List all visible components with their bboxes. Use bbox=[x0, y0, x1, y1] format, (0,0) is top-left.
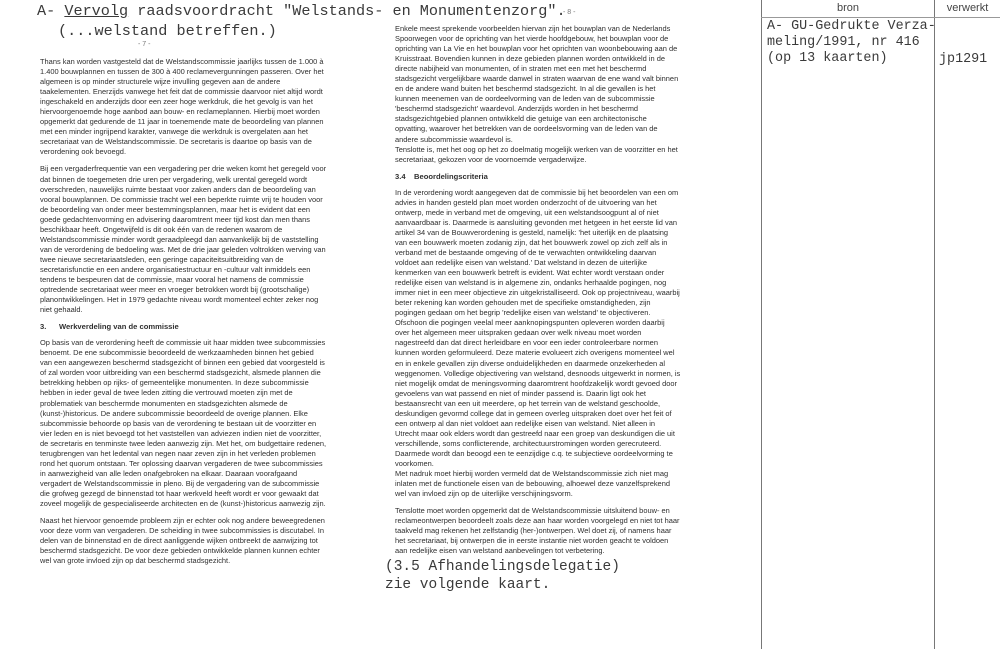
section-title: Beoordelingscriteria bbox=[414, 171, 488, 181]
left-text-column bbox=[40, 57, 327, 573]
section-heading-3-4 bbox=[395, 172, 681, 182]
page-number-left: - 7 - bbox=[138, 41, 151, 48]
section-number: 3.4 bbox=[395, 171, 406, 181]
paragraph: Enkele meest sprekende voorbeelden hiervan zijn het bouwplan van de Nederlands Spoorwegen voor de oprichting van het vierde hoofdgebouw, het bouwplan voor de oprichting van La Vie en het bouwplan voor het oprichten van woonbebouwing aan de Kruisstraat. Bovendien kunnen in deze gebieden plannen worden ontwikkeld in de directe nabijheid van monumenten, of in straten met een met het beschermd stadsgezicht vergelijkbare waarde danwel in straten waarvan de ene wand valt binnen en de andere wand buiten het beschermd stadsgezicht. In al die gevallen is het kunnen meenemen van de oordeelvorming van de leden van de subcommissie 'beschermd stadsgezicht' waardevol. Anderzijds worden in het beschermd stadsgezichtgebied plannen ontwikkeld die getuige van een architectonische opvatting, waarover het betrekken van de oordeelsvorming van de leden van de andere subcommissie waardevol is. bbox=[395, 24, 679, 144]
section-title: Werkverdeling van de commissie bbox=[59, 322, 179, 332]
column-header-verwerkt: verwerkt bbox=[946, 2, 989, 14]
source-table bbox=[753, 0, 1000, 649]
paragraph: Naast het hiervoor genoemde probleem zijn er echter ook nog andere beweegredenen voor deze vorm van vergaderen. De scheiding in twee subcommissies is discutabel. In delen van de binnenstad en de direct aanliggende wijken ontbreekt de aanwijzing tot beschermd stadsgezicht. De voor deze gebieden ontwikkelde plannen kunnen echter wel van grote invloed zijn op dat beschermd stadsgezicht. bbox=[40, 516, 325, 566]
bron-cell: A- GU-Gedrukte Verza- meling/1991, nr 416 (op 13 kaarten) bbox=[767, 19, 936, 67]
table-header-rule bbox=[761, 17, 1000, 18]
verwerkt-cell: jp1291 bbox=[939, 52, 988, 67]
right-text-column bbox=[395, 24, 681, 556]
paragraph: Op basis van de verordening heeft de commissie uit haar midden twee subcommissies benoemt. De ene subcommissie beoordeeld de werkzaamheden binnen het gebied van een aangewezen beschermd stadsgezicht of binnen een gebied dat voorgesteld is of zal worden voor uitbreiding van een beschermd stadsgezicht, alsmede plannen die betrekking hebben op rijks- of gemeentelijke monumenten. In deze subcommissie hebben in ieder geval de twee leden zitting die vertrouwd moeten zijn met de problematiek van beschermde monumenten en stadsgezichten alsmede de (kunst-)historicus. De andere subcommissie beoordeeld de overige plannen. Elke subcommissie behoorde op basis van de verordening te bestaan uit de voorzitter en vier leden en is niet bevoegd tot het vaststellen van adviezen indien niet de voorzitter, de secretaris en tenminste twee leden aanwezig zijn. Met het, om budgettaire redenen, terugbrengen van het ledental van negen naar zeven zijn in het verleden problemen rond het quorum ontstaan. Ter oplossing daarvan vergaderen de twee subcommissies in aanwezigheid van alle leden onafgebroken na elkaar. Daaraan voorafgaand vergadert de Welstandscommissie in pleno. Bij de vergadering van de subcommissie die grofweg gezegd de binnenstad tot haar werkveld heeft wordt er voor gewaakt dat zoveel mogelijk de gespecialiseerde architecten en de (kunst-)historicus aanwezig zijn. bbox=[40, 338, 327, 508]
typed-note-zie-volgende-kaart: zie volgende kaart. bbox=[385, 577, 551, 593]
paragraph: In de verordening wordt aangegeven dat de commissie bij het beoordelen van een om advies in handen gesteld plan moet worden onderzocht of de uitvoering van het ontwerp, mede in verband met de omgeving, uit een welstandsoogpunt al of niet aanvaardbaar is. Daarmede is aansluiting gevonden met hetgeen in het eerste lid van artikel 34 van de Bouwverordening is gesteld, namelijk: 'het uiterlijk en de plaatsing van een bouwwerk moeten zodanig zijn, dat het bouwwerk zowel op zich zelf als in verband met de bestaande omgeving of de te verwachten ontwikkeling daarvan voldoet aan redelijke eisen van welstand.' Dat welstand in dezen de uiterlijke kenmerken van een bouwwerk betreft is evident. Wat echter wordt verstaan onder redelijke eisen van welstand is in algemene zin, ondanks herhaalde pogingen, nog immer niet in een meer objectieve zin uitgekristalliseerd. Ook op projectniveau, waarbij beter rekening kan worden gehouden met de specifieke omstandigheden, zijn pogingen gedaan om het begrip 'redelijke eisen van welstand' te objectiveren. Ofschoon die pogingen veelal meer aanknopingspunten opleveren worden daarbij over het algemeen meer uitspraken gedaan over welk niveau moet worden nagestreefd dan dat direct herleidbare en voor een ieder controleerbare normen kunnen worden geformuleerd. Deze materie evolueert zich overigens momenteel wel en in enkele gevallen zijn diverse onduidelijkheden en daarmede onzekerheden al weggenomen. Volledige objectivering van welstand, desnoods uitgewerkt in normen, is niet mogelijk omdat de meningsvorming daaromtrent hoofdzakelijk wordt gevoed door gevoelens van wat passend en niet of minder passend is. Daarin ligt ook het bestaansrecht van een uit meerdere, op het terrein van de welstand geschoolde, deskundigen gevormd college dat in gemeen overleg uitspraken doet over het feit of een ontwerp al dan niet voldoet aan redelijke eisen van welstand. Niet alleen in Utrecht maar ook elders wordt dan gestreefd naar een groep van deskundigen die uit verschillende, soms conflicterende, architectuurstromingen worden gerecruteerd. Daarmede wordt dan beoogd een te eenzijdige c.q. te subjectieve oordeelvorming te voorkomen. bbox=[395, 187, 681, 468]
paragraph: Tenslotte moet worden opgemerkt dat de Welstandscommissie uitsluitend bouw- en reclameontwerpen beoordeelt zoals deze aan haar worden voorgelegd en niet tot haar taakveld mag rekenen het zelfstandig (her-)ontwerpen. Wel doet zij, of namens haar het secretariaat, bij ontwerpen die in eerste instantie niet worden geacht te voldoen aan redelijke eisen van welstand aanbevelingen tot verbetering. bbox=[395, 506, 680, 556]
paragraph: Met nadruk moet hierbij worden vermeld dat de Welstandscommissie zich niet mag inlaten met de functionele eisen van de bebouwing, alhoewel deze vanzelfsprekend wel van invloed zijn op de uiterlijke verschijningsvorm. bbox=[395, 469, 670, 499]
table-divider bbox=[761, 0, 762, 649]
paragraph: Thans kan worden vastgesteld dat de Welstandscommissie jaarlijks tussen de 1.000 à 1.400 bouwplannen en tussen de 300 à 400 reclamevergunningen passeren. Over het algemeen is op minder structurele wijze invulling gegeven aan de andere taakelementen. Enerzijds vanwege het feit dat de commissie daarvoor niet altijd wordt ingeschakeld en anderzijds door een zeer hoge werkdruk, die het gevolg is van het hiervoorgenoemde hoge aanbod aan bouw- en reclameplannen. Hierbij moet worden opgemerkt dat gedurende de 11 jaar in toenemende mate de beoordeling van plannen met een minder ingrijpend karakter, vanwege die werkdruk is overgelaten aan het secretariaat van de Welstandscommissie. De secretaris is daartoe op basis van de verordening ook bevoegd. bbox=[40, 57, 324, 157]
paragraph: Tenslotte is, met het oog op het zo doelmatig mogelijk werken van de voorzitter en het secretariaat, gekozen voor de voornoemde vergaderwijze. bbox=[395, 144, 678, 164]
page-subheading: (...welstand betreffen.) bbox=[58, 22, 277, 40]
section-heading-3 bbox=[40, 322, 327, 332]
heading-prefix: A- bbox=[37, 2, 65, 20]
column-header-bron: bron bbox=[836, 2, 860, 14]
page-heading bbox=[37, 2, 566, 20]
heading-rest: raadsvoordracht "Welstands- en Monumentenzorg". bbox=[128, 2, 566, 20]
page-number-right: - 8 - bbox=[563, 9, 576, 16]
heading-underlined: Vervolg bbox=[64, 2, 129, 20]
table-divider bbox=[934, 0, 935, 649]
section-number: 3. bbox=[40, 322, 47, 332]
typed-note-afhandelingsdelegatie: (3.5 Afhandelingsdelegatie) bbox=[385, 559, 620, 575]
paragraph: Bij een vergaderfrequentie van een vergadering per drie weken komt het geregeld voor dat binnen de toegemeten drie uren per vergadering, welk urental geregeld wordt overschreden, nauwelijks ruimte bestaat voor zaken anders dan de beoordeling van vooral bouwplannen. De commissie tracht wel een beperkte ruimte vrij te houden voor de beoordeling van onder meer bestemmingsplannen, maar het is evident dat een goede gedachtenvorming en advisering daaromtrent meer tijd kost dan men thans beschikbaar heeft. Ongetwijfeld is dit ook één van de redenen waarom de Welstandscommissie minder wordt geraadpleegd dan aanvankelijk bij de vaststelling van de verordening de bedoeling was. Met de drie jaar geleden voltrokken werving van twee nieuwe secretariaatsleden, een geringe capaciteitsuitbreiding van de secretarisfunctie en een andere organisatiestructuur en -cultuur valt inmiddels een tendens te bespeuren dat de commissie, maar vooral het namens de commissie optredende secretariaat weer meer en vroeger betrokken wordt bij (grootschalige) planontwikkelingen. Het in 1979 gedachte niveau wordt momenteel echter zeker nog niet gehaald. bbox=[40, 164, 327, 315]
